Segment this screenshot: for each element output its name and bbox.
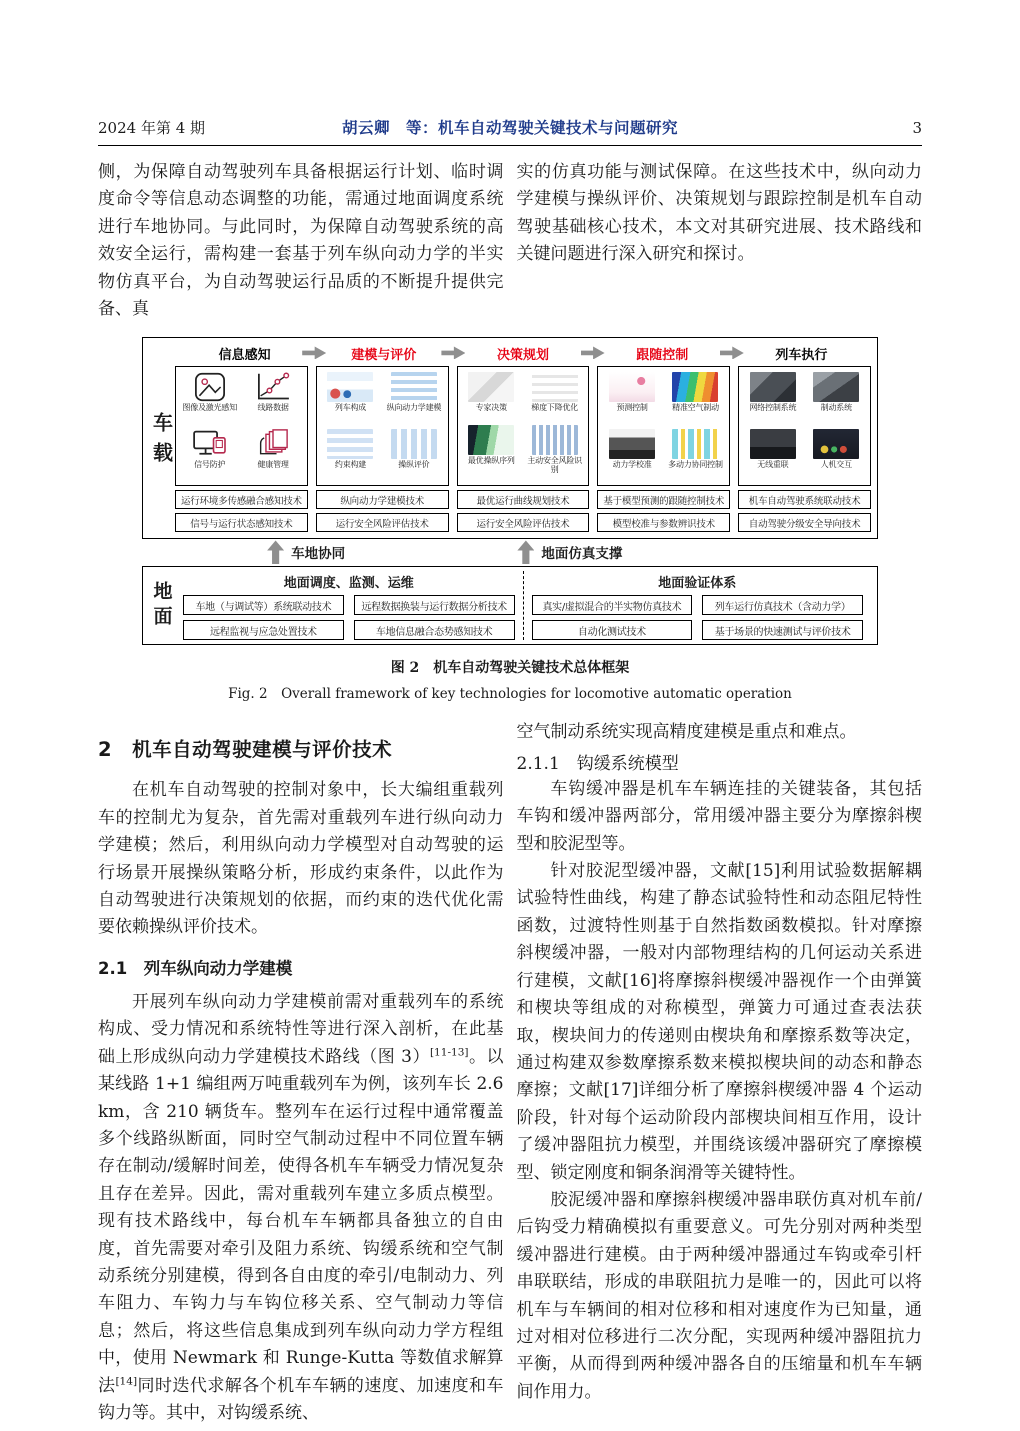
panel-item: 线路数据 <box>242 371 303 426</box>
dynamics-calibration-thumbnail <box>609 429 655 459</box>
stage-column-planning <box>457 366 590 532</box>
bottom-text-row <box>98 719 922 1427</box>
panel-item: 操纵评价 <box>383 428 444 483</box>
panel-item: 制动系统 <box>806 371 867 426</box>
ground-label: 地面 <box>150 580 173 631</box>
tech-bar: 信号与运行状态感知技术 <box>175 513 308 532</box>
tech-bar: 运行环境多传感融合感知技术 <box>175 490 308 509</box>
stage-column-tracking <box>597 366 730 532</box>
health-management-icon <box>250 429 296 459</box>
ground-tech-bar: 远程监视与应急处置技术 <box>183 620 344 640</box>
panel-item: 无线重联 <box>742 428 803 483</box>
signal-protection-icon <box>187 429 233 459</box>
panel-item: 动力学校准 <box>601 428 662 483</box>
paragraph: 胶泥缓冲器和摩擦斜楔缓冲器串联仿真对机车前/后钩受力精确模拟有重要意义。可先分别对两种类型缓冲器进行建模。由于两种缓冲器通过车钩或牵引杆串联联结，形成的串联阻抗力是唯一的，因此可以将机车与车辆间的相对位移和相对速度作为已知量，通过对相对位移进行二次分配，实现两种缓冲器阻抗力平衡，从而得到两种缓冲器各自的压缩量和机车车辆间作用力。 <box>516 1189 922 1402</box>
gradient-descent-thumbnail <box>532 372 578 402</box>
tech-bar: 运行安全风险评估技术 <box>316 513 449 532</box>
left-column-top <box>98 159 504 323</box>
stage-title-perception: 信息感知 <box>218 347 271 363</box>
stage-header-row <box>175 342 871 364</box>
predictive-control-thumbnail <box>609 372 655 402</box>
left-column-bottom <box>98 719 504 1427</box>
ground-group-validation: 地面验证体系 真实/虚拟混合的半实物仿真技术 列车运行仿真技术（含动力学） 自动化测试技术 基于场景的快速测试与评价技术 <box>523 571 872 640</box>
figure-caption-zh: 图 2 机车自动驾驶关键技术总体框架 <box>390 660 630 677</box>
tech-bar: 运行安全风险评估技术 <box>457 513 590 532</box>
air-brake-surface-thumbnail <box>672 372 718 402</box>
stage-panel <box>597 366 730 486</box>
human-machine-interface-photo <box>813 429 859 459</box>
paragraph: 在机车自动驾驶的控制对象中，长大编组重载列车的控制尤为复杂，首先需对重载列车进行纵向动力学建模；然后，利用纵向动力学模型对自动驾驶的运行场景开展操纵策略分析，形成约束条件，以此作为自动驾驶进行决策规划的依据，而约束的迭代优化需要依赖操纵评价技术。 <box>98 780 504 938</box>
paragraph: 侧，为保障自动驾驶列车具备根据运行计划、临时调度命令等信息动态调整的功能，需通过地面调度系统进行车地协同。与此同时，为保障自动驾驶系统的高效安全运行，需构建一套基于列车纵向动力学的半实物仿真平台，为自动驾驶运行品质的不断提升提供完备、真 <box>98 162 504 320</box>
figure-caption-en: Fig. 2 Overall framework of key technologies for locomotive automatic operation <box>228 686 792 703</box>
ground-tech-bar: 列车运行仿真技术（含动力学） <box>702 595 863 615</box>
ground-group-dispatch: 地面调度、监测、运维 车地（与调试等）系统联动技术 远程数据换装与运行数据分析技术 远程监视与应急处置技术 车地信息融合态势感知技术 <box>175 571 523 640</box>
ground-tech-bar: 车地（与调试等）系统联动技术 <box>183 595 344 615</box>
top-text-row <box>98 159 922 323</box>
paragraph: 针对胶泥型缓冲器，文献[15]利用试验数据解耦试验特性曲线，构建了静态试验特性和动态阻尼特性函数，过渡特性则基于自然指数函数模拟。针对摩擦斜楔缓冲器，一般对内部物理结构的几何运动关系进行建模，文献[16]将摩擦斜楔缓冲器视作一个由弹簧和楔块等组成的对称模型，弹簧力可通过查表法获取，楔块间力的传递则由楔块角和摩擦系数等决定，通过构建双参数摩擦系数来模拟楔块间的动态和静态摩擦；文献[17]详细分析了摩擦斜楔缓冲器 4 个运动阶段，针对每个运动阶段内部楔块间相互作用，设计了缓冲器阻抗力模型，并围绕该缓冲器研究了摩擦模型、锁定刚度和铜条润滑等关键特性。 <box>516 861 922 1183</box>
uplink-row <box>142 539 878 566</box>
running-header <box>98 116 922 138</box>
stage-title-execution: 列车执行 <box>775 347 828 363</box>
stage-column-modeling <box>316 366 449 532</box>
tech-bar: 机车自动驾驶系统联动技术 <box>738 490 871 509</box>
ground-tech-bar: 远程数据换装与运行数据分析技术 <box>354 595 515 615</box>
brake-system-photo <box>813 372 859 402</box>
panel-item: 列车构成 <box>320 371 381 426</box>
tech-bar: 基于模型预测的跟随控制技术 <box>597 490 730 509</box>
stage-panel <box>175 366 308 486</box>
tech-bar: 最优运行曲线规划技术 <box>457 490 590 509</box>
tech-bar: 纵向动力学建模技术 <box>316 490 449 509</box>
page-number: 3 <box>912 119 922 137</box>
paragraph: 实的仿真功能与测试保障。在这些技术中，纵向动力学建模与操纵评价、决策规划与跟踪控制是机车自动驾驶基础核心技术，本文对其研究进展、技术路线和关键问题进行深入研究和探讨。 <box>516 162 922 265</box>
ground-box <box>142 566 878 645</box>
multi-power-coordination-thumbnail <box>672 429 718 459</box>
header-rule <box>98 145 922 146</box>
longitudinal-dynamics-thumbnail <box>391 372 437 402</box>
section-2-heading: 2 机车自动驾驶建模与评价技术 <box>98 738 393 762</box>
stage-title-tracking: 跟随控制 <box>636 347 689 363</box>
wireless-reconnection-photo <box>750 429 796 459</box>
stage-title-planning: 决策规划 <box>497 347 550 363</box>
image-laser-icon <box>187 372 233 402</box>
manipulation-evaluation-thumbnail <box>391 429 437 459</box>
paragraph: 空气制动系统实现高精度建模是重点和难点。 <box>516 722 857 743</box>
stage-column-execution <box>738 366 871 532</box>
page-content <box>98 116 922 1427</box>
stage-panel <box>316 366 449 486</box>
uplink-arrow-icon <box>267 540 284 564</box>
stage-title-modeling: 建模与评价 <box>351 347 417 363</box>
panel-item: 梯度下降优化 <box>524 371 585 421</box>
panel-item: 网络控制系统 <box>742 371 803 426</box>
optimal-sequence-thumbnail <box>468 425 514 455</box>
running-title: 胡云卿 等：机车自动驾驶关键技术与问题研究 <box>341 119 678 137</box>
ground-tech-bar: 车地信息融合态势感知技术 <box>354 620 515 640</box>
panel-item: 预测控制 <box>601 371 662 426</box>
uplink-arrow-icon <box>517 540 534 564</box>
stage-panel <box>457 366 590 486</box>
stage-panel <box>738 366 871 486</box>
paragraph: 开展列车纵向动力学建模前需对重载列车的系统构成、受力情况和系统特性等进行深入剖析，在此基础上形成纵向动力学建模技术路线（图 3）[11-13]。以某线路 1+1 编组两万吨重载列车为例，该列车长 2.6 km，含 210 辆货车。整列车在运行过程中通常覆盖多个线路纵断面，同时空气制动过程中不同位置车辆存在制动/缓解时间差，使得各机车车辆受力情况复杂且存在差异。因此，需对重载列车建立多质点模型。现有技术路线中，每台机车车辆都具备独立的自由度，首先需要对牵引及阻力系统、钩缓系统和空气制动系统分别建模，得到各自由度的牵引/电制动力、列车阻力、车钩力与车钩位移关系、空气制动力等信息；然后，将这些信息集成到列车纵向动力学方程组中，使用 Newmark 和 Runge-Kutta 等数值求解算法[14]同时迭代求解各个机车车辆的速度、加速度和车钩力等。其中，对钩缓系统、 <box>98 991 504 1423</box>
section-2-1-heading: 2.1 列车纵向动力学建模 <box>98 958 293 978</box>
ground-tech-bar: 自动化测试技术 <box>532 620 693 640</box>
paragraph: 车钩缓冲器是机车车辆连挂的关键装备，其包括车钩和缓冲器两部分，常用缓冲器主要分为摩擦斜楔型和胶泥型等。 <box>516 778 922 854</box>
panel-item: 精准空气制动 <box>665 371 726 426</box>
train-composition-thumbnail <box>327 372 373 402</box>
right-column-top <box>517 159 923 323</box>
onboard-box <box>142 337 878 539</box>
panel-item: 信号防护 <box>179 428 240 483</box>
panel-item: 约束构建 <box>320 428 381 483</box>
active-safety-risk-thumbnail <box>532 425 578 455</box>
ground-tech-bar: 真实/虚拟混合的半实物仿真技术 <box>532 595 693 615</box>
panel-item: 专家决策 <box>461 371 522 421</box>
panel-item: 图像及激光感知 <box>179 371 240 426</box>
network-control-photo <box>750 372 796 402</box>
constraint-construction-thumbnail <box>327 429 373 459</box>
onboard-label: 车载 <box>149 412 174 473</box>
panel-item: 多动力协同控制 <box>665 428 726 483</box>
panel-item: 主动安全风险识别 <box>524 424 585 484</box>
section-2-1-1-heading: 2.1.1 钩缓系统模型 <box>516 753 679 774</box>
journal-issue: 2024 年第 4 期 <box>98 119 206 137</box>
panel-item: 纵向动力学建模 <box>383 371 444 426</box>
uplink-left: 车地协同 <box>267 540 345 564</box>
stage-column-perception <box>175 366 308 532</box>
stages-area <box>175 342 871 532</box>
panel-item: 最优操纵序列 <box>461 424 522 484</box>
figure-2 <box>142 337 878 702</box>
right-column-bottom <box>517 719 923 1427</box>
panel-item: 健康管理 <box>242 428 303 483</box>
uplink-right: 地面仿真支撑 <box>517 540 622 564</box>
stage-columns <box>175 366 871 532</box>
expert-decision-thumbnail <box>468 372 514 402</box>
ground-tech-bar: 基于场景的快速测试与评价技术 <box>702 620 863 640</box>
tech-bar: 自动驾驶分级安全导向技术 <box>738 513 871 532</box>
panel-item: 人机交互 <box>806 428 867 483</box>
route-data-icon <box>250 372 296 402</box>
tech-bar: 模型校准与参数辨识技术 <box>597 513 730 532</box>
